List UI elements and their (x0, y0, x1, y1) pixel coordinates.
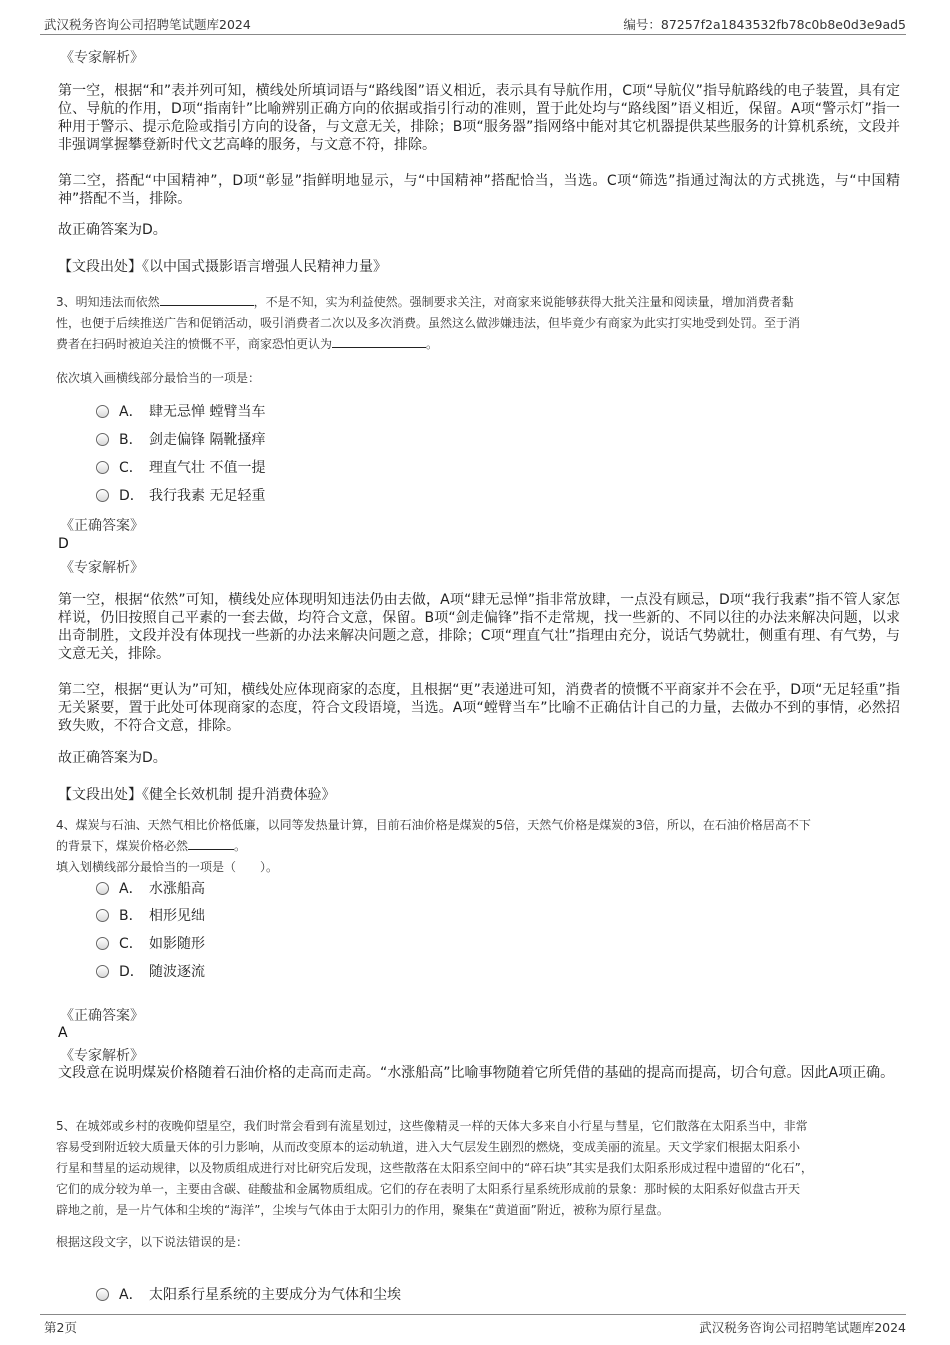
q5-text-line: 5、在城郊或乡村的夜晚仰望星空，我们时常会看到有流星划过，这些像精灵一样的天体大多来自小行星与彗星，它们散落在太阳系当中，非常 (56, 1119, 808, 1133)
q2-conclusion: 故正确答案为D。 (58, 222, 167, 238)
q2-analysis-paragraph-1: 第一空，根据“和”表并列可知，横线处所填词语与“路线图”语义相近，表示具有导航作用，C项“导航仪”指导航路线的电子装置，具有定位、导航的作用，D项“指南针”比喻辨别正确方向的依据或指引行动的准则，置于此处均与“路线图”语义相近，保留。A项“警示灯”指一种用于警示、提示危险或指引方向的设备，与文意无关，排除；B项“服务器”指网络中能对其它机器提供某些服务的计算机系统，文段并非强调掌握攀登新时代文艺高峰的服务，与文意不符，排除。 (58, 83, 900, 153)
q3-answer: D (58, 536, 69, 552)
option-text: 肆无忌惮 螳臂当车 (149, 404, 266, 420)
q5-text-line: 它们的成分较为单一，主要由含碳、硅酸盐和金属物质组成。它们的存在表明了太阳系行星系统形成前的景象：那时候的太阳系好似盘古开天 (56, 1182, 801, 1196)
q3-source: 【文段出处】《健全长效机制 提升消费体验》 (58, 787, 336, 803)
option-text: 随波逐流 (149, 964, 205, 980)
q5-text-line: 行星和彗星的运动规律，以及物质组成进行对比研究后发现，这些散落在太阳系空间中的“碎石块”其实是我们太阳系形成过程中遗留的“化石”， (56, 1161, 813, 1175)
q4-prompt: 填入划横线部分最恰当的一项是（ ）。 (56, 860, 279, 874)
page-footer (40, 1314, 906, 1335)
q4-blank (188, 837, 234, 850)
q3-question-text (56, 292, 896, 355)
q3-option-b[interactable] (96, 428, 265, 450)
q3-answer-label: 《正确答案》 (60, 518, 144, 534)
q4-text-2b: 。 (234, 839, 247, 853)
footer-title: 武汉税务咨询公司招聘笔试题库2024 (699, 1320, 906, 1335)
option-text: 太阳系行星系统的主要成分为气体和尘埃 (149, 1287, 401, 1303)
radio-icon[interactable] (96, 433, 109, 446)
q5-prompt: 根据这段文字，以下说法错误的是： (56, 1235, 249, 1249)
radio-icon[interactable] (96, 461, 109, 474)
q3-text-3b: 。 (426, 337, 439, 351)
q4-text-2a: 的背景下，煤炭价格必然 (56, 839, 189, 853)
option-letter: A． (119, 881, 143, 897)
q4-question-text (56, 815, 896, 857)
radio-icon[interactable] (96, 1288, 109, 1301)
option-letter: C． (119, 936, 143, 952)
q3-conclusion: 故正确答案为D。 (58, 750, 167, 766)
option-text: 相形见绌 (149, 908, 205, 924)
q3-analysis-paragraph-2: 第二空，根据“更认为”可知，横线处应体现商家的态度，且根据“更”表递进可知，消费者的愤慨不平商家并不会在乎，D项“无足轻重”指无关紧要，置于此处可体现商家的态度，符合文段语境，当选。A项“螳臂当车”比喻不正确估计自己的力量，去做办不到的事情，必然招致失败，不符合文意，排除。 (58, 682, 900, 734)
q3-option-d[interactable] (96, 484, 265, 506)
radio-icon[interactable] (96, 489, 109, 502)
radio-icon[interactable] (96, 937, 109, 950)
q2-source: 【文段出处】《以中国式摄影语言增强人民精神力量》 (58, 259, 387, 275)
q3-analysis-paragraph-1: 第一空，根据“依然”可知，横线处应体现明知违法仍由去做，A项“肆无忌惮”指非常放肆，一点没有顾忌，D项“我行我素”指不管人家怎样说，仍旧按照自己平素的一套去做，均符合文意，保留。B项“剑走偏锋”指不走常规，找一些新的、不同以往的办法来解决问题，以求出奇制胜，文段并没有体现找一些新的办法来解决问题之意，排除；C项“理直气壮”指理由充分，说话气势就壮，侧重有理、有气势，与文意无关，排除。 (58, 592, 900, 662)
q4-text-1: 4、煤炭与石油、天然气相比价格低廉，以同等发热量计算，目前石油价格是煤炭的5倍，天然气价格是煤炭的3倍，所以，在石油价格居高不下 (56, 818, 811, 832)
option-text: 水涨船高 (149, 881, 205, 897)
q3-prompt: 依次填入画横线部分最恰当的一项是： (56, 371, 261, 385)
q5-question-text (56, 1116, 896, 1221)
q2-analysis-label: 《专家解析》 (60, 50, 144, 66)
q3-text-1b: ，不是不知，实为利益使然。强制要求关注，对商家来说能够获得大批关注量和阅读量，增加消费者黏 (253, 295, 794, 309)
radio-icon[interactable] (96, 405, 109, 418)
q3-blank-1 (160, 293, 254, 306)
header-title: 武汉税务咨询公司招聘笔试题库2024 (44, 17, 251, 32)
option-letter: A． (119, 404, 143, 420)
q5-text-line: 容易受到附近较大质量天体的引力影响，从而改变原本的运动轨道，进入大气层发生剧烈的燃烧，变成美丽的流星。天文学家们根据太阳系小 (56, 1140, 801, 1154)
q4-option-a[interactable] (96, 877, 205, 899)
radio-icon[interactable] (96, 965, 109, 978)
option-text: 如影随形 (149, 936, 205, 952)
q4-option-c[interactable] (96, 932, 205, 954)
q3-option-a[interactable] (96, 400, 265, 422)
q5-text-line: 辟地之前，是一片气体和尘埃的“海洋”，尘埃与气体由于太阳引力的作用，聚集在“黄道面”附近，被称为原行星盘。 (56, 1203, 669, 1217)
q3-blank-2 (332, 335, 426, 348)
option-text: 剑走偏锋 隔靴搔痒 (149, 432, 266, 448)
q3-analysis-label: 《专家解析》 (60, 560, 144, 576)
q2-analysis-paragraph-2: 第二空，搭配“中国精神”，D项“彰显”指鲜明地显示，与“中国精神”搭配恰当，当选。C项“筛选”指通过淘汰的方式挑选，与“中国精神”搭配不当，排除。 (58, 173, 900, 207)
q4-analysis: 文段意在说明煤炭价格随着石油价格的走高而走高。“水涨船高”比喻事物随着它所凭借的基础的提高而提高，切合句意。因此A项正确。 (58, 1065, 895, 1081)
q3-text-2: 性，也便于后续推送广告和促销活动，吸引消费者二次以及多次消费。虽然这么做涉嫌违法，但毕竟少有商家为此实打实地受到处罚。至于消 (56, 316, 801, 330)
q4-option-d[interactable] (96, 960, 205, 982)
option-letter: B． (119, 432, 143, 448)
q5-option-a[interactable] (96, 1283, 401, 1305)
option-letter: D． (119, 964, 144, 980)
header-serial-number: 编号：87257f2a1843532fb78c0b8e0d3e9ad5 (623, 17, 906, 32)
radio-icon[interactable] (96, 882, 109, 895)
q4-analysis-label: 《专家解析》 (60, 1048, 144, 1064)
radio-icon[interactable] (96, 909, 109, 922)
page-header (40, 12, 906, 35)
option-letter: D． (119, 488, 144, 504)
page-number: 第2页 (44, 1320, 77, 1335)
q4-option-b[interactable] (96, 904, 205, 926)
q3-text-1a: 3、明知违法而依然 (56, 295, 160, 309)
option-letter: B． (119, 908, 143, 924)
q3-text-3a: 费者在扫码时被迫关注的愤慨不平，商家恐怕更认为 (56, 337, 333, 351)
q4-answer-label: 《正确答案》 (60, 1008, 144, 1024)
option-letter: A． (119, 1287, 143, 1303)
option-text: 我行我素 无足轻重 (149, 488, 266, 504)
q3-option-c[interactable] (96, 456, 265, 478)
option-text: 理直气壮 不值一提 (149, 460, 266, 476)
q4-answer: A (58, 1025, 68, 1041)
option-letter: C． (119, 460, 143, 476)
